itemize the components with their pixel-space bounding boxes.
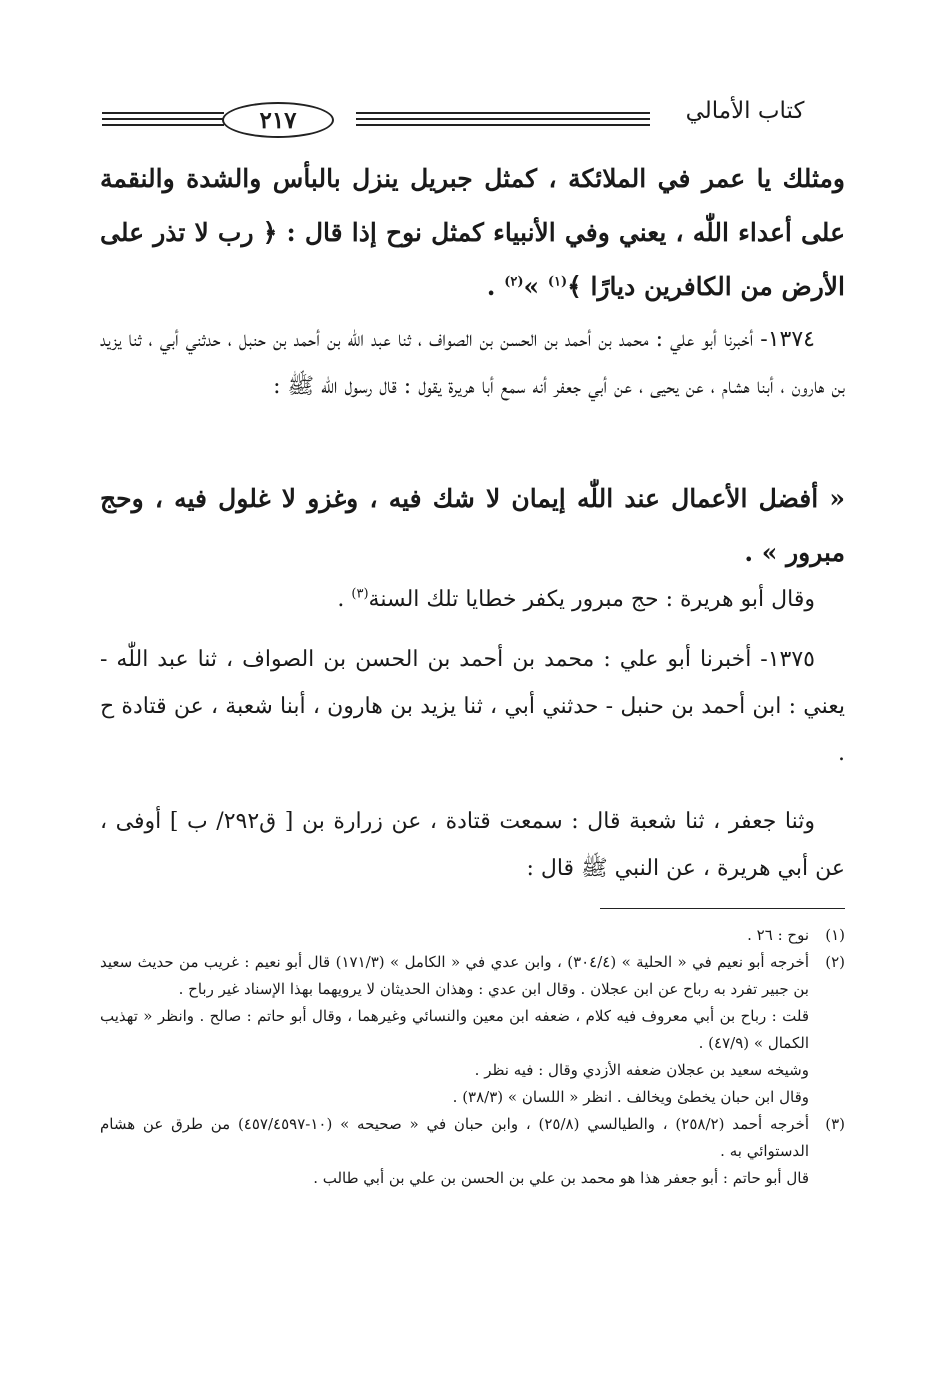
footnote-number: (٣) [825, 1115, 845, 1133]
footnote-ref[interactable]: (٢) [504, 274, 524, 290]
footnote-text: وشيخه سعيد بن عجلان ضعفه الأزدي وقال : فيه نظر . [474, 1061, 809, 1079]
hadith-1375-second-isnad [100, 798, 845, 892]
paragraph-text: وثنا جعفر ، ثنا شعبة قال : سمعت قتادة ، عن زرارة بن [ ق٢٩٢/ ب ] أوفى ، عن أبي هريرة ، عن النبي ﷺ قال : [100, 809, 845, 881]
book-title: كتاب الأمالي [650, 94, 840, 128]
footnote-ref[interactable]: (٣) [351, 586, 369, 602]
footnote-text: قال أبو حاتم : أبو جعفر هذا هو محمد بن علي بن الحسن بن علي بن أبي طالب . [313, 1169, 809, 1187]
header-rule [102, 118, 224, 120]
header-rule [102, 124, 224, 126]
paragraph-text: وقال أبو هريرة : حج مبرور يكفر خطايا تلك السنة [368, 587, 815, 612]
period: . [486, 272, 505, 301]
closing-quote: » [523, 272, 548, 301]
footnote-text: نوح : ٢٦ . [747, 926, 809, 944]
footnote-3 [100, 1111, 845, 1192]
footnote-number: (٢) [825, 953, 845, 971]
paragraph-text: ١٣٧٤- أخبرنا أبو علي : محمد بن أحمد بن الحسن بن الصواف ، ثنا عبد اللّٰه بن أحمد بن حنبل ، حدثني أبي ، ثنا يزيد بن هارون ، أبنا هشام ، عن يحيى ، عن أبي جعفر أنه سمع أبا هريرة يقول : قال رسول اللّٰه ﷺ : [100, 327, 845, 399]
footnote-text: وقال ابن حبان يخطئ ويخالف . انظر « اللسان » (٣٨/٣) . [452, 1088, 809, 1106]
period: . [337, 587, 352, 612]
paragraph-text: ١٣٧٥- أخبرنا أبو علي : محمد بن أحمد بن الحسن بن الصواف ، ثنا عبد اللّٰه - يعني : ابن أحمد بن حنبل - حدثني أبي ، ثنا يزيد بن هارون ، أبنا شعبة ، عن قتادة ح . [100, 647, 845, 766]
footnote-text: أخرجه أبو نعيم في « الحلية » (٣٠٤/٤) ، وابن عدي في « الكامل » (١٧١/٣) قال أبو نعيم : غريب من حديث سعيد بن جبير تفرد به رباح عن ابن عجلان . وقال ابن عدي : وهذان الحديثان لا يرويهما بهذا الإسناد غير رباح . [100, 953, 809, 998]
footnote-2 [100, 949, 845, 1111]
footnote-separator [600, 908, 845, 909]
paragraph-text: « أفضل الأعمال عند اللّٰه إيمان لا شك فيه ، وغزو لا غلول فيه ، وحج مبرور » . [100, 484, 845, 567]
paragraph-text: ومثلك يا عمر في الملائكة ، كمثل جبريل ينزل بالبأس والشدة والنقمة على أعداء اللّٰه ، يعني وفي الأنبياء كمثل نوح إذا قال : ﴿ رب لا تذر على الأرض من الكافرين ديارًا ﴾ [100, 164, 845, 301]
hadith-1375-isnad [100, 636, 845, 777]
hadith-1374-isnad [100, 316, 845, 410]
header-rule [102, 112, 224, 114]
footnote-text: أخرجه أحمد (٢٥٨/٢) ، والطيالسي (٢٥/٨) ، وابن حبان في « صحيحه » (١٠-٤٥٧/٤٥٩٧) من طرق عن هشام الدستوائي به . [100, 1115, 810, 1160]
paragraph-quote-end [100, 152, 845, 314]
footnote-1 [100, 922, 845, 949]
abu-hurayra-comment [100, 576, 845, 623]
footnote-number: (١) [825, 926, 845, 944]
page-header [100, 94, 845, 138]
hadith-1374-matn [100, 472, 845, 580]
footnote-ref[interactable]: (١) [547, 274, 568, 290]
page-number: ٢١٧ [222, 102, 334, 138]
footnotes [100, 922, 845, 1192]
footnote-text: قلت : رباح بن أبي معروف فيه كلام ، ضعفه ابن معين والنسائي وغيرهما ، وقال أبو حاتم : صالح . وانظر « تهذيب الكمال » (٤٧/٩) . [100, 1007, 809, 1052]
